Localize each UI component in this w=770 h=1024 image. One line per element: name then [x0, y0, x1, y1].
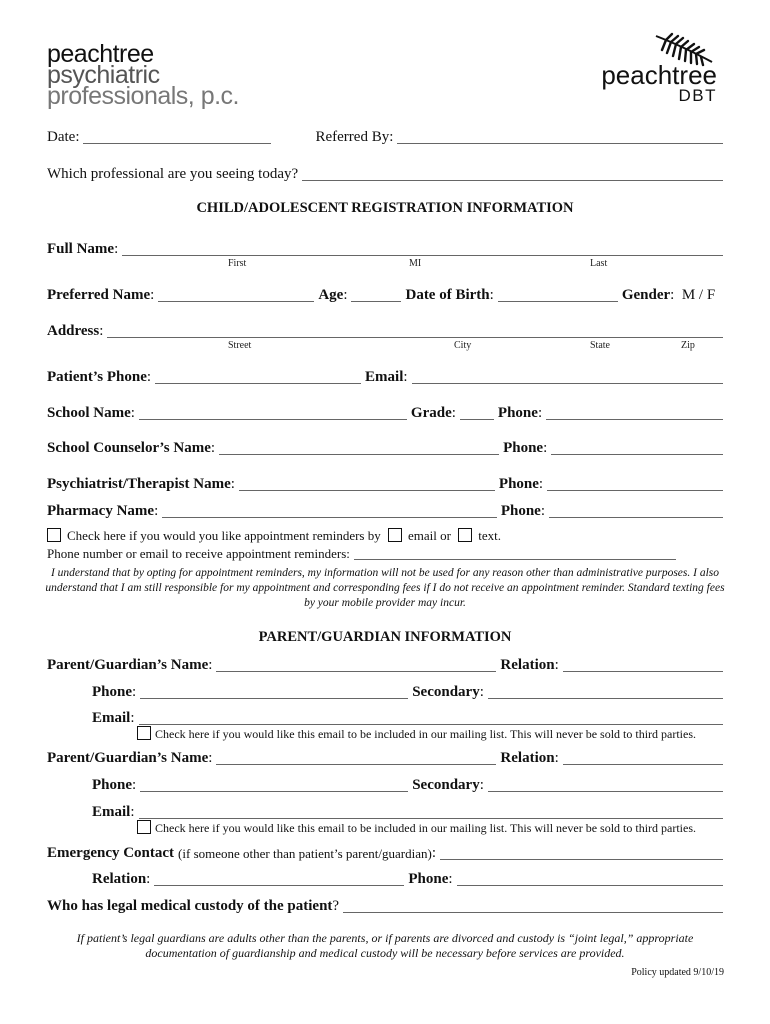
mi-sublabel: MI: [409, 258, 422, 269]
phone-label: Phone: [92, 777, 133, 793]
custody-label: Who has legal medical custody of the patient: [47, 898, 333, 914]
age-label: Age: [318, 287, 344, 303]
phone-label: Phone: [500, 503, 541, 519]
pharmacy-label: Pharmacy Name: [47, 503, 155, 519]
professional-field[interactable]: [302, 164, 723, 181]
preferred-name-label: Preferred Name: [47, 287, 151, 303]
parent2-relation-field[interactable]: [563, 748, 723, 765]
parent-name-label: Parent/Guardian’s Name: [47, 750, 209, 766]
relation-label: Relation: [500, 657, 555, 673]
phone-label: Phone: [498, 476, 539, 492]
dbt-logo: [601, 36, 717, 104]
dob-label: Date of Birth: [405, 287, 490, 303]
logo-line-2: psychiatric: [47, 61, 160, 89]
address-field[interactable]: [107, 321, 723, 338]
phone-label: Phone: [497, 405, 538, 421]
email-label: Email: [365, 369, 404, 385]
logo-line-1: peachtree: [47, 40, 154, 68]
mailing-list-text: Check here if you would like this email to be included in our mailing list. This will never be sold to third parties.: [155, 821, 697, 835]
practice-logo: [47, 40, 239, 110]
grade-label: Grade: [410, 405, 452, 421]
reminders-text: Check here if you would you like appointment reminders by: [67, 528, 381, 543]
parent1-secondary-field[interactable]: [488, 682, 723, 699]
parent2-email-field[interactable]: [139, 802, 723, 819]
emergency-relation-field[interactable]: [154, 869, 404, 886]
school-name-label: School Name: [47, 405, 131, 421]
last-sublabel: Last: [590, 258, 608, 269]
school-name-field[interactable]: [139, 403, 407, 420]
dbt-logo-line-2: DBT: [678, 86, 717, 105]
zip-sublabel: Zip: [681, 340, 695, 351]
child-section-title: CHILD/ADOLESCENT REGISTRATION INFORMATION: [196, 200, 574, 216]
emergency-contact-note: (if someone other than patient’s parent/guardian): [178, 846, 432, 861]
referred-by-field[interactable]: [397, 127, 723, 144]
email-label: Email: [92, 804, 131, 820]
date-field[interactable]: [83, 127, 271, 144]
dbt-logo-line-1: peachtree: [601, 60, 717, 90]
state-sublabel: State: [590, 340, 610, 351]
email-option-label: email or: [407, 528, 451, 543]
patient-phone-field[interactable]: [155, 367, 361, 384]
text-option-label: text.: [478, 528, 501, 543]
psychiatrist-label: Psychiatrist/Therapist Name: [47, 476, 231, 492]
referred-by-label: Referred By:: [315, 129, 394, 145]
pharmacy-phone-field[interactable]: [549, 501, 723, 518]
psychiatrist-field[interactable]: [239, 474, 495, 491]
patient-phone-label: Patient’s Phone: [47, 369, 147, 385]
custody-note: If patient’s legal guardians are adults other than the parents, or if parents are divorced and custody is “joint legal,” appropriate documentation of guardianship and medical custody will be necessary before services are provided.: [76, 931, 694, 960]
date-label: Date:: [47, 129, 80, 145]
emergency-contact-label: Emergency Contact: [47, 845, 175, 861]
address-label: Address: [47, 323, 100, 339]
street-sublabel: Street: [228, 340, 252, 351]
phone-label: Phone: [92, 684, 133, 700]
emergency-phone-field[interactable]: [457, 869, 723, 886]
parent2-name-field[interactable]: [216, 748, 496, 765]
logo-line-3: professionals, p.c.: [47, 82, 239, 110]
age-field[interactable]: [351, 285, 401, 302]
text-reminder-checkbox[interactable]: [458, 528, 472, 542]
grade-field[interactable]: [460, 403, 494, 420]
gender-options[interactable]: M / F: [681, 287, 716, 303]
relation-label: Relation: [92, 871, 147, 887]
secondary-label: Secondary: [412, 777, 480, 793]
parent1-name-field[interactable]: [216, 655, 496, 672]
email-label: Email: [92, 710, 131, 726]
full-name-field[interactable]: [122, 239, 723, 256]
emergency-contact-field[interactable]: [440, 843, 723, 860]
parent1-email-field[interactable]: [139, 708, 723, 725]
custody-field[interactable]: [343, 896, 723, 913]
school-counselor-label: School Counselor’s Name: [47, 440, 211, 456]
reminder-contact-label: Phone number or email to receive appointment reminders:: [47, 546, 350, 561]
phone-label: Phone: [408, 871, 449, 887]
parent-name-label: Parent/Guardian’s Name: [47, 657, 209, 673]
professional-label: Which professional are you seeing today?: [47, 166, 299, 182]
first-sublabel: First: [228, 258, 247, 269]
city-sublabel: City: [454, 340, 472, 351]
reminder-disclaimer: I understand that by opting for appointment reminders, my information will not be used for any reason other than administrative purposes. I also understand that I am still responsible for my appointment and corresponding fees if I do not receive an appointment reminder. Standard texting fees by your mobile provider may incur.: [45, 567, 725, 609]
parent1-relation-field[interactable]: [563, 655, 723, 672]
policy-date: Policy updated 9/10/19: [631, 967, 724, 978]
mailing-list-text: Check here if you would like this email to be included in our mailing list. This will never be sold to third parties.: [155, 727, 697, 741]
gender-label: Gender: [621, 287, 671, 303]
reminder-contact-field[interactable]: [354, 545, 676, 560]
school-counselor-field[interactable]: [219, 438, 499, 455]
dob-field[interactable]: [498, 285, 618, 302]
psychiatrist-phone-field[interactable]: [547, 474, 723, 491]
preferred-name-field[interactable]: [158, 285, 314, 302]
pharmacy-field[interactable]: [162, 501, 497, 518]
phone-label: Phone: [503, 440, 544, 456]
parent2-secondary-field[interactable]: [488, 775, 723, 792]
full-name-label: Full Name: [47, 241, 115, 257]
email-reminder-checkbox[interactable]: [388, 528, 402, 542]
parent1-phone-field[interactable]: [140, 682, 408, 699]
parent2-phone-field[interactable]: [140, 775, 408, 792]
parent2-mailing-checkbox[interactable]: [137, 820, 151, 834]
parent1-mailing-checkbox[interactable]: [137, 726, 151, 740]
reminders-checkbox[interactable]: [47, 528, 61, 542]
relation-label: Relation: [500, 750, 555, 766]
parent-section-title: PARENT/GUARDIAN INFORMATION: [258, 629, 512, 645]
counselor-phone-field[interactable]: [551, 438, 723, 455]
patient-email-field[interactable]: [412, 367, 723, 384]
secondary-label: Secondary: [412, 684, 480, 700]
school-phone-field[interactable]: [546, 403, 723, 420]
